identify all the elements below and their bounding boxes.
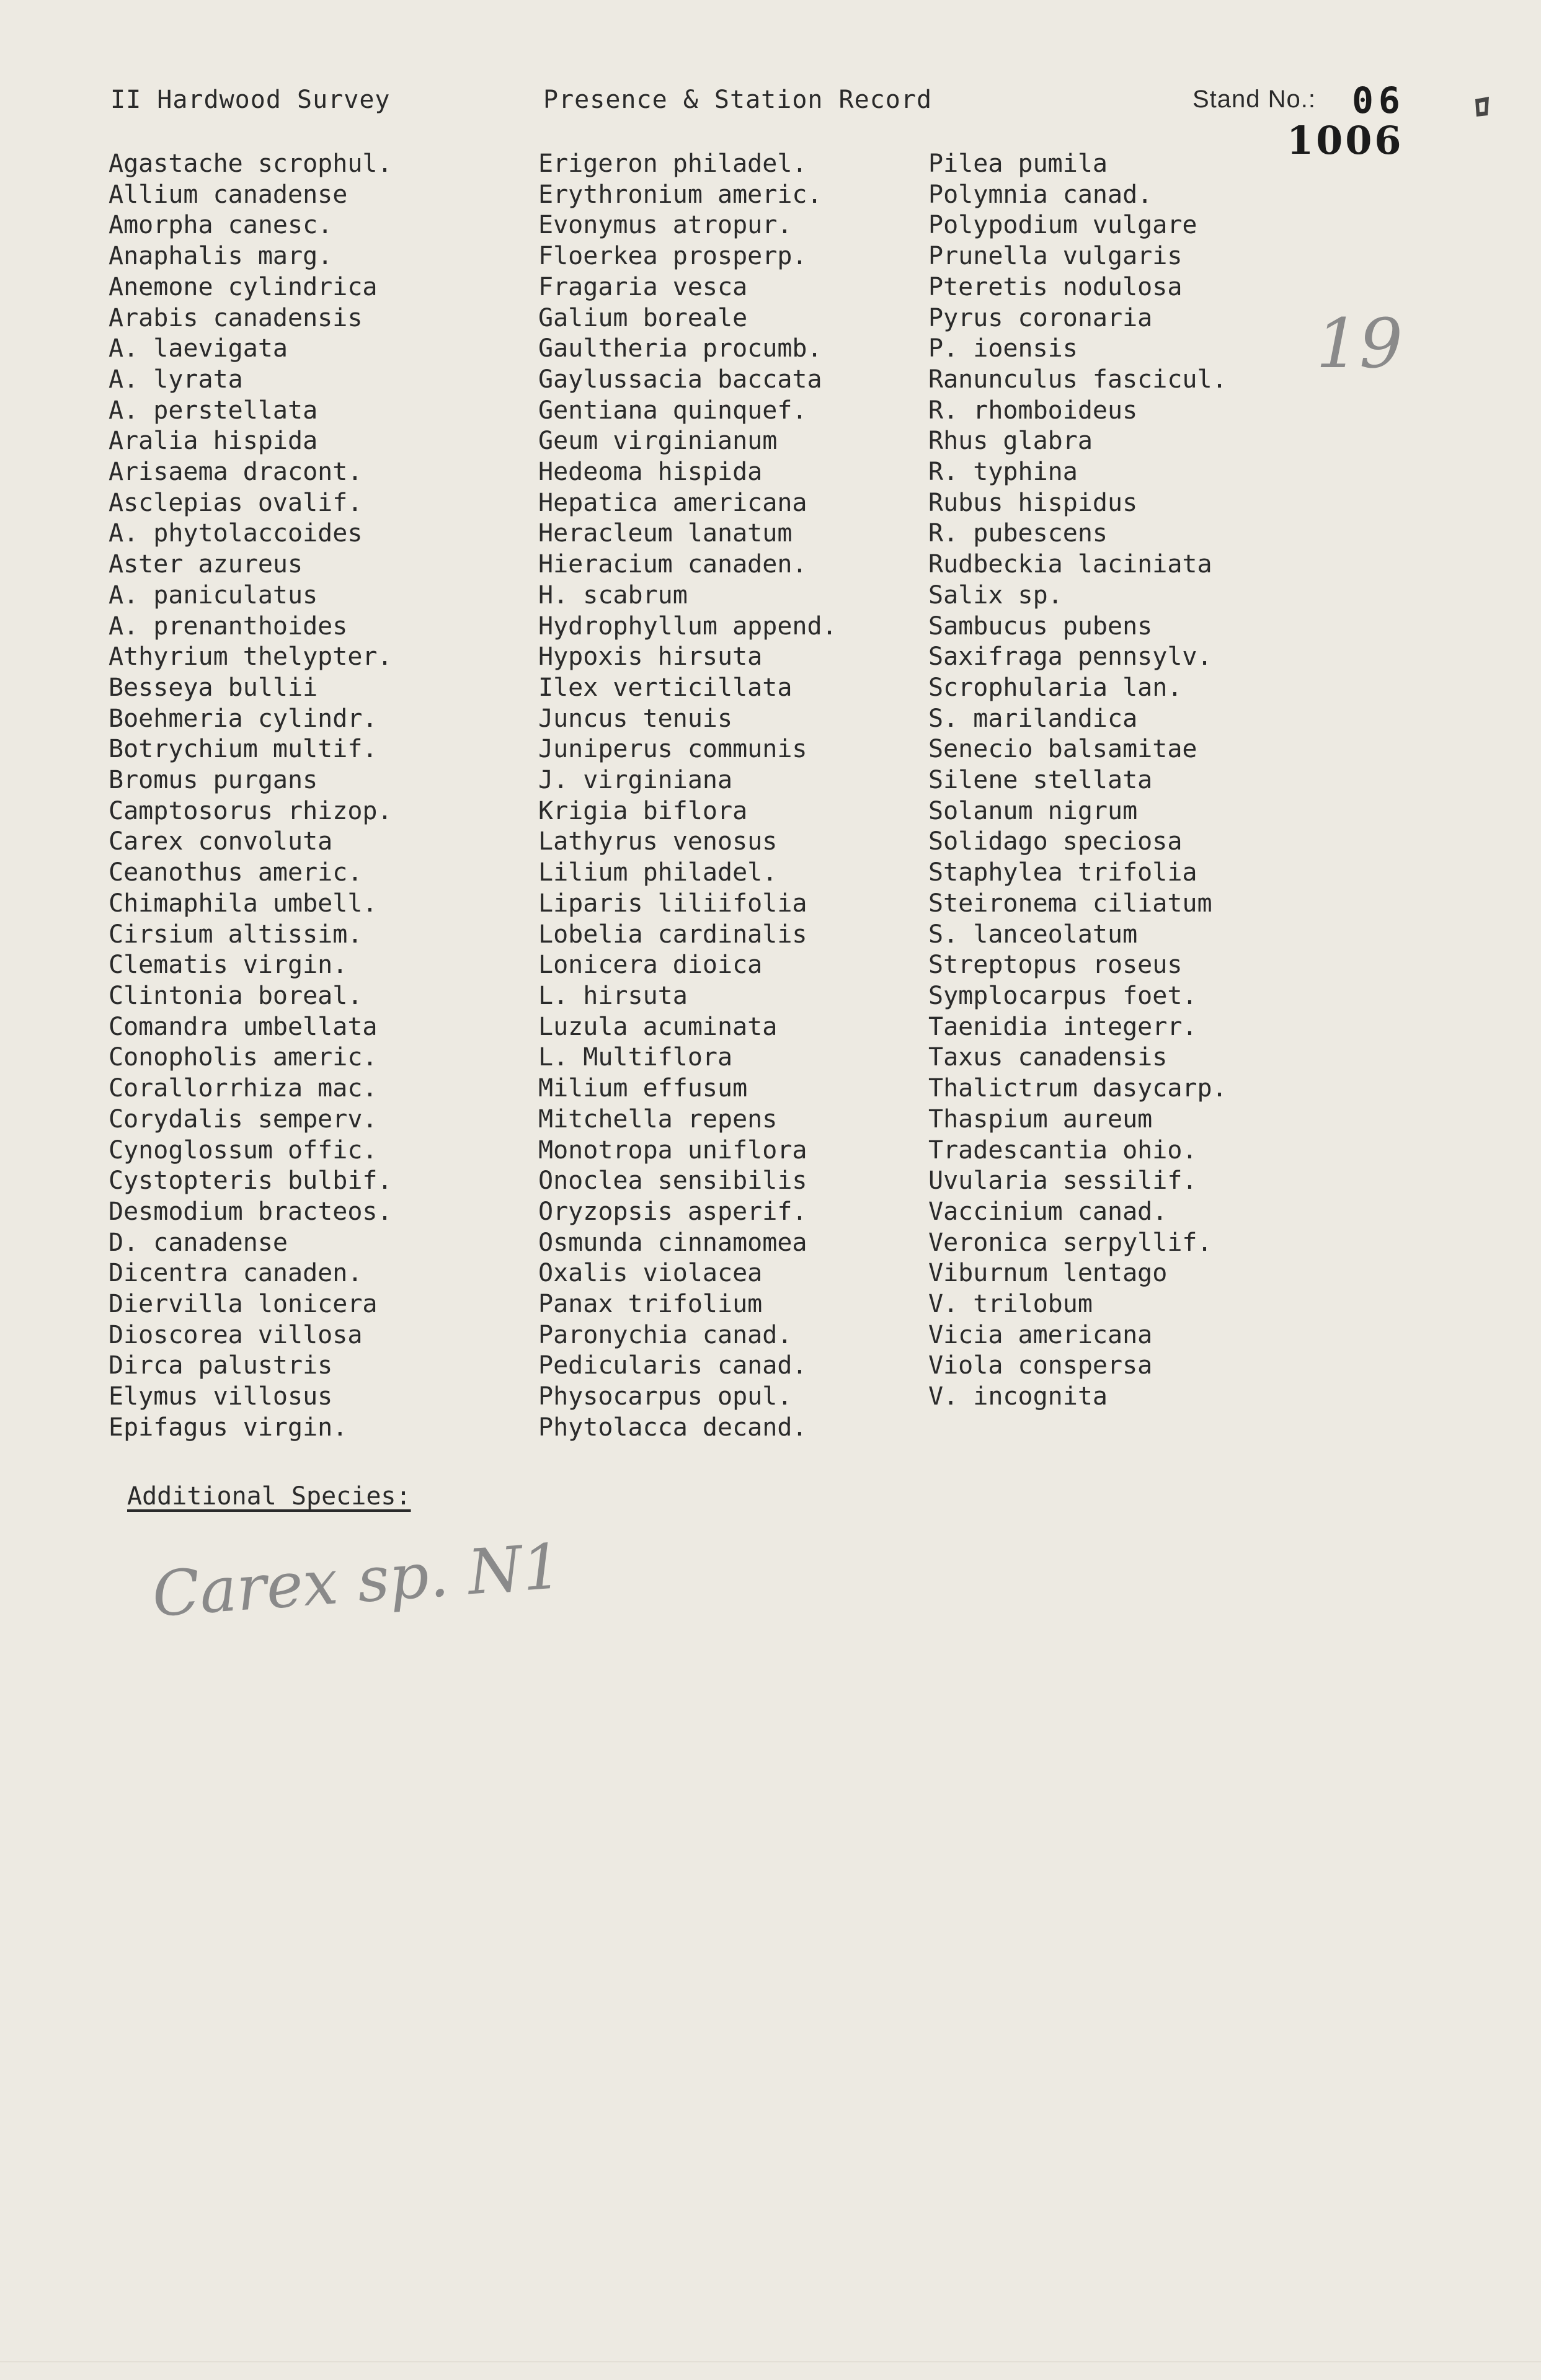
species-item: Heracleum lanatum	[538, 519, 793, 548]
species-item: Lathyrus venosus	[538, 827, 778, 856]
species-item: Arisaema dracont.	[109, 458, 363, 487]
stamp-number: 1006	[1287, 118, 1404, 163]
species-item: Steironema ciliatum	[928, 889, 1212, 918]
species-item: Dirca palustris	[109, 1351, 333, 1380]
species-item: Pyrus coronaria	[928, 303, 1153, 332]
species-item: R. rhomboideus	[928, 396, 1138, 425]
species-item: V. trilobum	[928, 1290, 1093, 1319]
species-item: Pilea pumila	[928, 149, 1108, 178]
species-item: Erigeron philadel.	[538, 149, 807, 178]
species-item: Gentiana quinquef.	[538, 396, 807, 425]
species-item: Asclepias ovalif.	[109, 488, 363, 517]
species-item: Hepatica americana	[538, 488, 807, 517]
species-item: Carex convoluta	[109, 827, 333, 856]
species-item: Pedicularis canad.	[538, 1351, 807, 1380]
species-item: Lobelia cardinalis	[538, 920, 807, 949]
pencil-number: 19	[1316, 304, 1403, 383]
species-item: A. phytolaccoides	[109, 519, 363, 548]
species-item: Besseya bullii	[109, 673, 318, 702]
species-item: Pteretis nodulosa	[928, 272, 1183, 301]
paper-fold	[0, 2361, 1541, 2363]
species-item: Viola conspersa	[928, 1351, 1153, 1380]
record-title: Presence & Station Record	[543, 86, 933, 114]
species-item: Oxalis violacea	[538, 1259, 763, 1288]
species-item: Clematis virgin.	[109, 951, 348, 980]
species-item: S. marilandica	[928, 704, 1138, 733]
species-item: Thaspium aureum	[928, 1104, 1153, 1134]
species-item: Rubus hispidus	[928, 488, 1138, 517]
species-item: Camptosorus rhizop.	[109, 796, 393, 825]
species-item: Taenidia integerr.	[928, 1012, 1197, 1041]
species-item: Taxus canadensis	[928, 1043, 1168, 1072]
species-item: Senecio balsamitae	[928, 735, 1197, 764]
species-item: S. lanceolatum	[928, 920, 1138, 949]
species-item: Hieracium canaden.	[538, 550, 807, 579]
species-item: H. scabrum	[538, 580, 688, 610]
species-item: Veronica serpyllif.	[928, 1228, 1212, 1257]
species-item: Comandra umbellata	[109, 1012, 378, 1041]
species-item: Anaphalis marg.	[109, 242, 333, 271]
species-item: Aster azureus	[109, 550, 303, 579]
species-item: Ilex verticillata	[538, 673, 793, 702]
species-item: Luzula acuminata	[538, 1012, 778, 1041]
species-item: Chimaphila umbell.	[109, 889, 378, 918]
species-item: Amorpha canesc.	[109, 211, 333, 240]
additional-species-label: Additional Species:	[127, 1482, 411, 1511]
species-item: Solidago speciosa	[928, 827, 1183, 856]
species-item: A. perstellata	[109, 396, 318, 425]
species-item: Anemone cylindrica	[109, 272, 378, 301]
species-item: Boehmeria cylindr.	[109, 704, 378, 733]
species-item: V. incognita	[928, 1382, 1108, 1411]
species-column-3	[928, 149, 1227, 1413]
species-item: Juncus tenuis	[538, 704, 733, 733]
species-item: Viburnum lentago	[928, 1259, 1168, 1288]
species-item: Prunella vulgaris	[928, 242, 1183, 271]
species-item: Cystopteris bulbif.	[109, 1166, 393, 1196]
species-item: Physocarpus opul.	[538, 1382, 793, 1411]
species-item: Oryzopsis asperif.	[538, 1197, 807, 1226]
species-item: Fragaria vesca	[538, 272, 748, 301]
species-item: R. typhina	[928, 458, 1078, 487]
species-item: R. pubescens	[928, 519, 1108, 548]
species-item: Scrophularia lan.	[928, 673, 1183, 702]
species-item: A. laevigata	[109, 334, 288, 363]
species-item: Rhus glabra	[928, 427, 1093, 456]
species-item: Hydrophyllum append.	[538, 611, 837, 641]
species-item: Desmodium bracteos.	[109, 1197, 393, 1226]
species-item: D. canadense	[109, 1228, 288, 1257]
species-item: Streptopus roseus	[928, 951, 1183, 980]
species-item: Staphylea trifolia	[928, 858, 1197, 887]
species-item: Cirsium altissim.	[109, 920, 363, 949]
species-item: Ranunculus fascicul.	[928, 365, 1227, 394]
species-item: Allium canadense	[109, 180, 348, 209]
species-item: Gaylussacia baccata	[538, 365, 822, 394]
species-item: Epifagus virgin.	[109, 1413, 348, 1442]
species-item: Juniperus communis	[538, 735, 807, 764]
species-item: Clintonia boreal.	[109, 981, 363, 1010]
species-item: Aralia hispida	[109, 427, 318, 456]
species-item: Dicentra canaden.	[109, 1259, 363, 1288]
species-item: Rudbeckia laciniata	[928, 550, 1212, 579]
species-item: Bromus purgans	[109, 766, 318, 795]
species-item: Erythronium americ.	[538, 180, 822, 209]
ink-mark-icon	[1473, 94, 1491, 119]
species-item: Ceanothus americ.	[109, 858, 363, 887]
species-item: Corallorrhiza mac.	[109, 1074, 378, 1103]
species-item: Vicia americana	[928, 1320, 1153, 1349]
species-item: Agastache scrophul.	[109, 149, 393, 178]
species-item: Lonicera dioica	[538, 951, 763, 980]
survey-title: II Hardwood Survey	[110, 86, 391, 114]
species-item: Sambucus pubens	[928, 611, 1153, 641]
species-item: Onoclea sensibilis	[538, 1166, 807, 1196]
species-column-1	[109, 149, 393, 1444]
species-item: Hedeoma hispida	[538, 458, 763, 487]
species-item: Corydalis semperv.	[109, 1104, 378, 1134]
species-item: Krigia biflora	[538, 796, 748, 825]
species-column-2	[538, 149, 837, 1444]
species-item: Elymus villosus	[109, 1382, 333, 1411]
species-item: Dioscorea villosa	[109, 1320, 363, 1349]
stand-label: Stand No.:	[1192, 86, 1317, 113]
species-item: Solanum nigrum	[928, 796, 1138, 825]
species-item: A. prenanthoides	[109, 611, 348, 641]
species-item: Symplocarpus foet.	[928, 981, 1197, 1010]
species-item: L. hirsuta	[538, 981, 688, 1010]
species-item: P. ioensis	[928, 334, 1078, 363]
species-item: Galium boreale	[538, 303, 748, 332]
species-item: Athyrium thelypter.	[109, 642, 393, 672]
species-item: Vaccinium canad.	[928, 1197, 1168, 1226]
species-item: Saxifraga pennsylv.	[928, 642, 1212, 672]
species-item: Diervilla lonicera	[109, 1290, 378, 1319]
species-item: Cynoglossum offic.	[109, 1135, 378, 1165]
species-item: L. Multiflora	[538, 1043, 733, 1072]
species-item: Phytolacca decand.	[538, 1413, 807, 1442]
species-item: Floerkea prosperp.	[538, 242, 807, 271]
species-item: Gaultheria procumb.	[538, 334, 822, 363]
species-item: Paronychia canad.	[538, 1320, 793, 1349]
species-item: Evonymus atropur.	[538, 211, 793, 240]
species-item: Uvularia sessilif.	[928, 1166, 1197, 1196]
species-item: Polymnia canad.	[928, 180, 1153, 209]
species-item: Geum virginianum	[538, 427, 778, 456]
species-item: A. lyrata	[109, 365, 243, 394]
species-item: Silene stellata	[928, 766, 1153, 795]
species-item: Mitchella repens	[538, 1104, 778, 1134]
species-item: Tradescantia ohio.	[928, 1135, 1197, 1165]
species-item: Botrychium multif.	[109, 735, 378, 764]
species-item: Hypoxis hirsuta	[538, 642, 763, 672]
species-item: A. paniculatus	[109, 580, 318, 610]
species-item: Panax trifolium	[538, 1290, 763, 1319]
species-item: Milium effusum	[538, 1074, 748, 1103]
species-item: Osmunda cinnamomea	[538, 1228, 807, 1257]
species-item: Conopholis americ.	[109, 1043, 378, 1072]
species-item: Arabis canadensis	[109, 303, 363, 332]
stand-number: 06	[1352, 79, 1405, 122]
species-item: Polypodium vulgare	[928, 211, 1197, 240]
species-item: Monotropa uniflora	[538, 1135, 807, 1165]
species-item: Lilium philadel.	[538, 858, 778, 887]
handwritten-note: Carex sp. N1	[149, 1530, 564, 1631]
species-item: J. virginiana	[538, 766, 733, 795]
species-item: Liparis liliifolia	[538, 889, 807, 918]
species-item: Thalictrum dasycarp.	[928, 1074, 1227, 1103]
species-item: Salix sp.	[928, 580, 1063, 610]
